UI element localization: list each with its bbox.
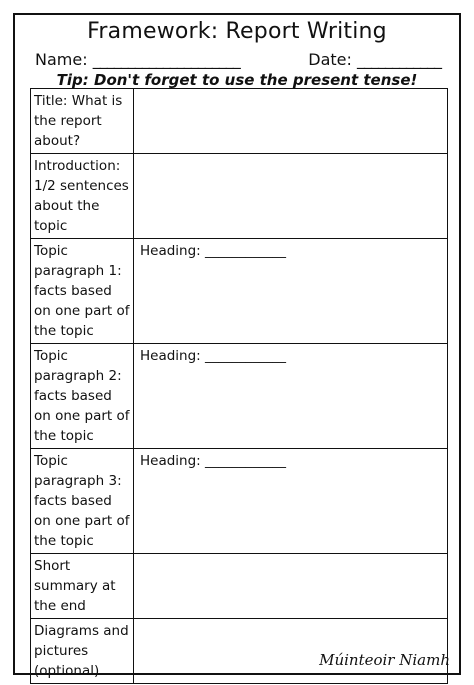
row-label-paragraph-2: Topic paragraph 2: facts based on one part of the topic <box>31 344 134 449</box>
date-label: Date: <box>308 50 352 69</box>
table-row <box>31 239 448 344</box>
name-date-row <box>35 50 441 69</box>
table-row <box>31 89 448 154</box>
row-label-paragraph-3: Topic paragraph 3: facts based on one part of the topic <box>31 449 134 554</box>
row-content-introduction[interactable] <box>134 154 448 239</box>
worksheet-title: Framework: Report Writing <box>87 19 387 44</box>
name-field[interactable] <box>35 50 240 69</box>
name-label: Name: <box>35 50 88 69</box>
row-label-title: Title: What is the report about? <box>31 89 134 154</box>
date-blank: ____________ <box>357 50 441 69</box>
name-blank: _____________________ <box>92 50 240 69</box>
row-label-summary: Short summary at the end <box>31 554 134 619</box>
row-content-summary[interactable] <box>134 554 448 619</box>
row-content-paragraph-3[interactable]: Heading: ____________ <box>134 449 448 554</box>
row-label-introduction: Introduction: 1/2 sentences about the topic <box>31 154 134 239</box>
table-row <box>31 344 448 449</box>
tip-text: Tip: Don't forget to use the present tense! <box>56 71 418 89</box>
date-field[interactable] <box>308 50 441 69</box>
row-content-title[interactable] <box>134 89 448 154</box>
row-content-paragraph-1[interactable]: Heading: ____________ <box>134 239 448 344</box>
report-framework-table <box>30 88 448 684</box>
row-content-paragraph-2[interactable]: Heading: ____________ <box>134 344 448 449</box>
table-row <box>31 449 448 554</box>
table-row <box>31 154 448 239</box>
row-label-diagrams: Diagrams and pictures (optional) <box>31 619 134 684</box>
table-row <box>31 554 448 619</box>
author-signature: Múinteoir Niamh <box>319 651 450 669</box>
row-label-paragraph-1: Topic paragraph 1: facts based on one part of the topic <box>31 239 134 344</box>
